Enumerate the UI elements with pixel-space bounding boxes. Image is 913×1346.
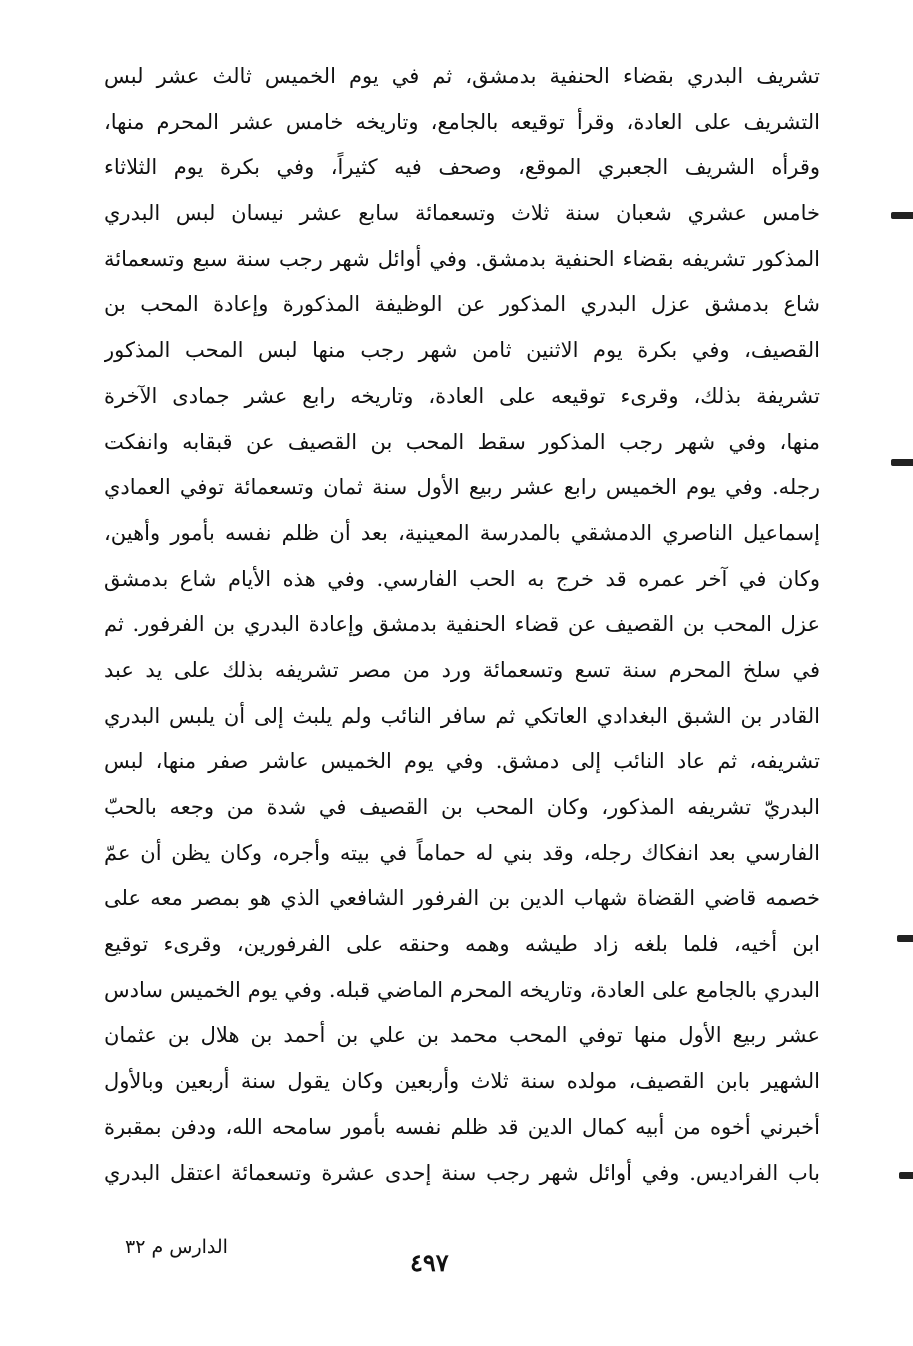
text-line: البدريّ تشريفه المذكور، وكان المحب بن القصيف في شدة من وجعه بالحبّ <box>104 795 820 819</box>
text-line: تشريفه، ثم عاد النائب إلى دمشق. وفي يوم الخميس عاشر صفر منها، لبس <box>104 749 820 774</box>
text-line: منها، وفي شهر رجب المذكور سقط المحب بن القصيف عن قبقابه وانفكت <box>104 429 820 454</box>
text-line: القادر بن الشبق البغدادي العاتكي ثم سافر النائب ولم يلبث إلى أن يلبس البدري <box>104 703 820 728</box>
text-line: وكان في آخر عمره قد خرج به الحب الفارسي. وفي هذه الأيام شاع بدمشق <box>104 566 820 591</box>
text-line: الشهير بابن القصيف، مولده سنة ثلاث وأربعين وكان يقول سنة أربعين وبالأول <box>104 1069 820 1094</box>
body-text <box>104 54 820 1196</box>
text-line: القصيف، وفي بكرة يوم الاثنين ثامن شهر رجب منها لبس المحب المذكور <box>104 338 820 363</box>
text-line: تشريفة بذلك، وقرىء توقيعه على العادة، وتاريخه رابع عشر جمادى الآخرة <box>104 383 820 408</box>
margin-tab-mark <box>891 459 913 466</box>
text-line: عشر ربيع الأول منها توفي المحب محمد بن علي بن أحمد بن هلال بن عثمان <box>104 1023 820 1048</box>
text-line: رجله. وفي يوم الخميس رابع عشر ربيع الأول سنة ثمان وتسعمائة توفي العمادي <box>104 475 820 500</box>
text-line: تشريف البدري بقضاء الحنفية بدمشق، ثم في يوم الخميس ثالث عشر لبس <box>104 64 820 88</box>
text-line: باب الفراديس. وفي أوائل شهر رجب سنة إحدى عشرة وتسعمائة اعتقل البدري <box>104 1160 820 1185</box>
text-line: أخبرني أخوه من أبيه كمال الدين قد ظلم نفسه بأمور سامحه الله، ودفن بمقبرة <box>104 1114 820 1139</box>
text-line: في سلخ المحرم سنة تسع وتسعمائة ورد من مصر تشريفه بذلك على يد عبد <box>104 657 820 682</box>
text-line: شاع بدمشق عزل البدري المذكور عن الوظيفة المذكورة وإعادة المحب بن <box>104 292 820 317</box>
text-line: وقرأه الشريف الجعبري الموقع، وصحف فيه كثيراً، وفي بكرة يوم الثلاثاء <box>104 155 820 180</box>
page-number: ٤٩٧ <box>410 1248 449 1277</box>
text-line: البدري بالجامع على العادة، وتاريخه المحرم الماضي قبله. وفي يوم الخميس سادس <box>104 977 820 1002</box>
signature-mark: الدارس م ٣٢ <box>125 1236 228 1258</box>
text-line: خصمه قاضي القضاة شهاب الدين بن الفرفور الشافعي الذي هو بمصر معه على <box>104 886 820 911</box>
text-line: عزل المحب بن القصيف عن قضاء الحنفية بدمشق وإعادة البدري بن الفرفور. ثم <box>104 612 820 637</box>
text-line: التشريف على العادة، وقرأ توقيعه بالجامع، وتاريخه خامس عشر المحرم منها، <box>104 109 820 134</box>
text-line: إسماعيل الناصري الدمشقي بالمدرسة المعينية، بعد أن ظلم نفسه بأمور وأهين، <box>104 520 820 545</box>
text-line: خامس عشري شعبان سنة ثلاث وتسعمائة سابع عشر نيسان لبس البدري <box>104 201 820 226</box>
text-line: المذكور تشريفه بقضاء الحنفية بدمشق. وفي أوائل شهر رجب سنة سبع وتسعمائة <box>104 246 820 271</box>
margin-tab-mark <box>897 935 913 942</box>
margin-tab-mark <box>899 1172 913 1179</box>
text-line: الفارسي بعد انفكاك رجله، وقد بني له حماماً في بيته وأجره، وكان يظن أن عمّ <box>104 840 820 865</box>
margin-tab-mark <box>891 212 913 219</box>
text-line: ابن أخيه، فلما بلغه زاد طيشه وهمه وحنقه على الفرفورين، وقرىء توقيع <box>104 932 820 957</box>
